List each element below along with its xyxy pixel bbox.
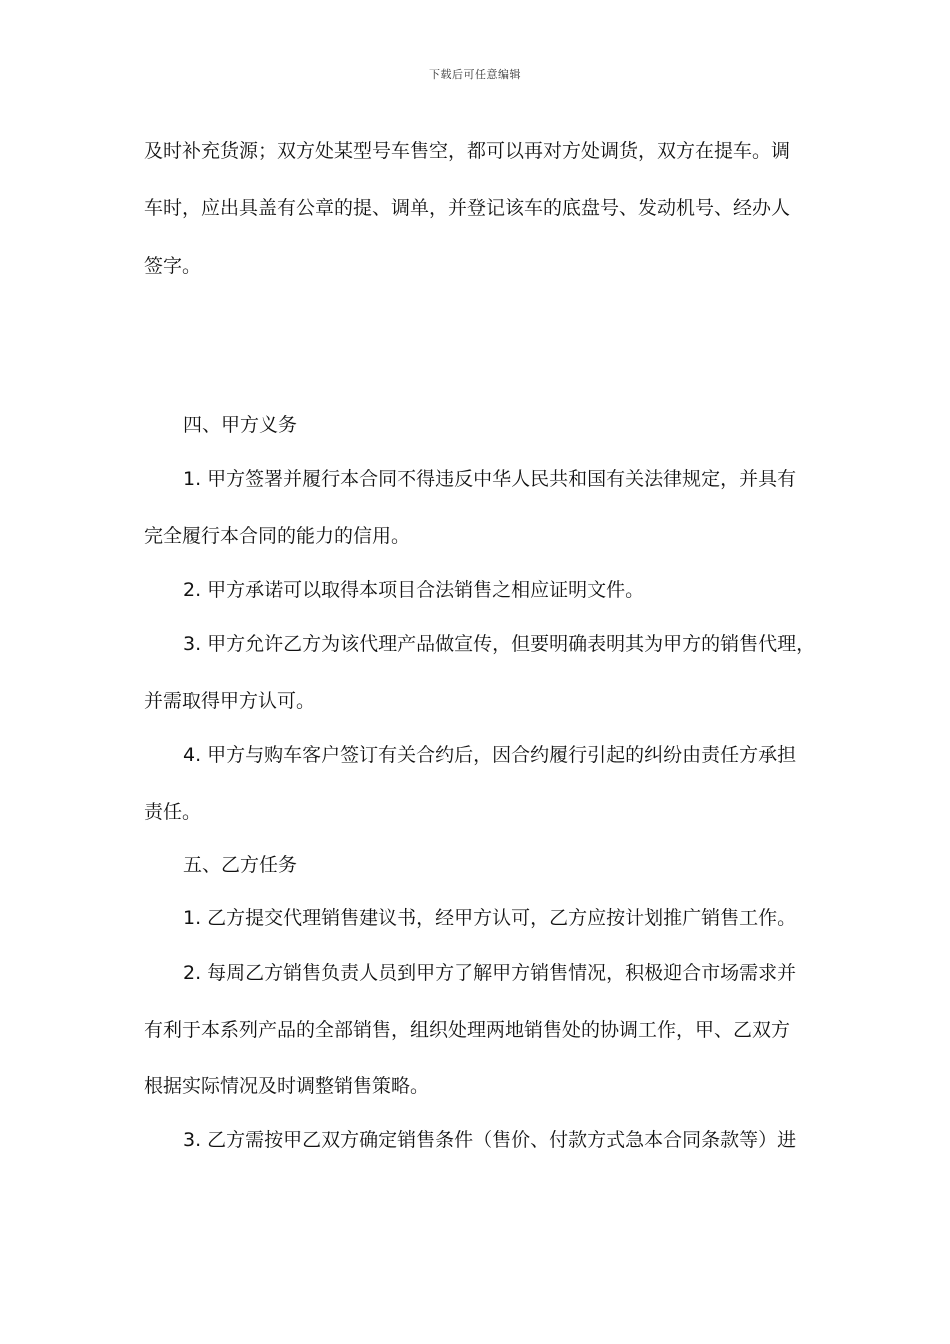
clause-line: 1. 甲方签署并履行本合同不得违反中华人民共和国有关法律规定，并具有 (183, 468, 797, 490)
paragraph-line: 签字。 (144, 255, 202, 277)
clause-line: 2. 甲方承诺可以取得本项目合法销售之相应证明文件。 (183, 579, 645, 601)
clause-line: 1. 乙方提交代理销售建议书，经甲方认可，乙方应按计划推广销售工作。 (183, 907, 797, 929)
clause-line: 完全履行本合同的能力的信用。 (144, 525, 411, 547)
section-heading-party-a-obligations: 四、甲方义务 (183, 414, 298, 436)
clause-line: 责任。 (144, 801, 202, 823)
paragraph-line: 及时补充货源；双方处某型号车售空，都可以再对方处调货，双方在提车。调 (144, 140, 791, 162)
paragraph-line: 车时，应出具盖有公章的提、调单，并登记该车的底盘号、发动机号、经办人 (144, 197, 791, 219)
clause-line: 并需取得甲方认可。 (144, 690, 316, 712)
clause-line: 有利于本系列产品的全部销售，组织处理两地销售处的协调工作，甲、乙双方 (144, 1019, 791, 1041)
clause-line: 4. 甲方与购车客户签订有关合约后，因合约履行引起的纠纷由责任方承担 (183, 744, 797, 766)
section-heading-party-b-tasks: 五、乙方任务 (183, 854, 298, 876)
clause-line: 根据实际情况及时调整销售策略。 (144, 1075, 430, 1097)
clause-line: 3. 甲方允许乙方为该代理产品做宣传，但要明确表明其为甲方的销售代理， (183, 633, 816, 655)
clause-line: 3. 乙方需按甲乙双方确定销售条件（售价、付款方式急本合同条款等）进 (183, 1129, 797, 1151)
page-header: 下载后可任意编辑 (429, 68, 521, 81)
clause-line: 2. 每周乙方销售负责人员到甲方了解甲方销售情况，积极迎合市场需求并 (183, 962, 797, 984)
